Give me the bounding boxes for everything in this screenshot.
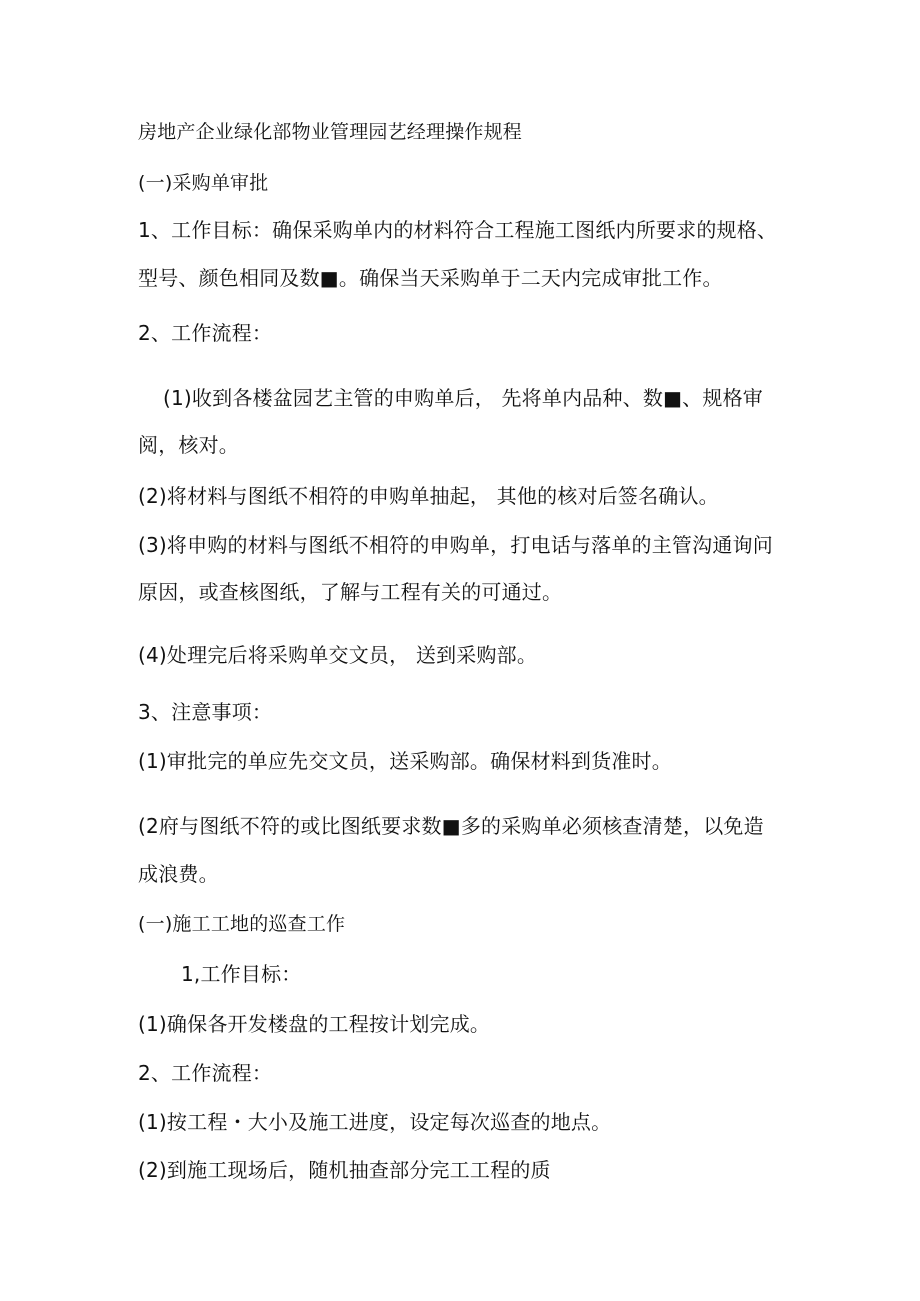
text-line: (3)将申购的材料与图纸不相符的申购单，打电话与落单的主管沟通询问 xyxy=(138,533,773,557)
document-title: 房地产企业绿化部物业管理园艺经理操作规程 xyxy=(138,121,523,143)
text-line: 型号、颜色相同及数■。确保当天采购单于二天内完成审批工作。 xyxy=(138,266,723,290)
subheading-notes: 3、注意事项： xyxy=(138,700,273,724)
text-line: (1)按工程・大小及施工进度，设定每次巡查的地点。 xyxy=(138,1110,612,1134)
text-line: (1)确保各开发楼盘的工程按计划完成。 xyxy=(138,1012,491,1036)
text-line: 1、工作目标：确保采购单内的材料符合工程施工图纸内所要求的规格、 xyxy=(138,218,778,242)
text-line: (4)处理完后将采购单交文员， 送到采购部。 xyxy=(138,643,538,667)
text-line: 原因，或查核图纸，了解与工程有关的可通过。 xyxy=(138,580,563,604)
text-line: (1)收到各楼盆园艺主管的申购单后， 先将单内品种、数■、规格审 xyxy=(163,386,763,410)
subheading-workflow: 2、工作流程： xyxy=(138,321,273,345)
subheading-work-goal: 1,工作目标： xyxy=(181,962,302,986)
text-line: 成浪费。 xyxy=(138,862,219,886)
text-line: (2)将材料与图纸不相符的申购单抽起， 其他的核对后签名确认。 xyxy=(138,484,719,508)
text-line: (1)审批完的单应先交文员，送采购部。确保材料到货准时。 xyxy=(138,749,672,773)
text-line: (2府与图纸不符的或比图纸要求数■多的采购单必须核查清楚，以免造 xyxy=(138,814,764,838)
subheading-workflow: 2、工作流程： xyxy=(138,1061,273,1085)
text-line: (2)到施工现场后，随机抽查部分完工工程的质 xyxy=(138,1158,551,1182)
section-heading-site-inspection: (一)施工工地的巡查工作 xyxy=(138,913,346,935)
section-heading-purchase-approval: (一)采购单审批 xyxy=(138,172,269,194)
text-line: 阅，核对。 xyxy=(138,433,239,457)
